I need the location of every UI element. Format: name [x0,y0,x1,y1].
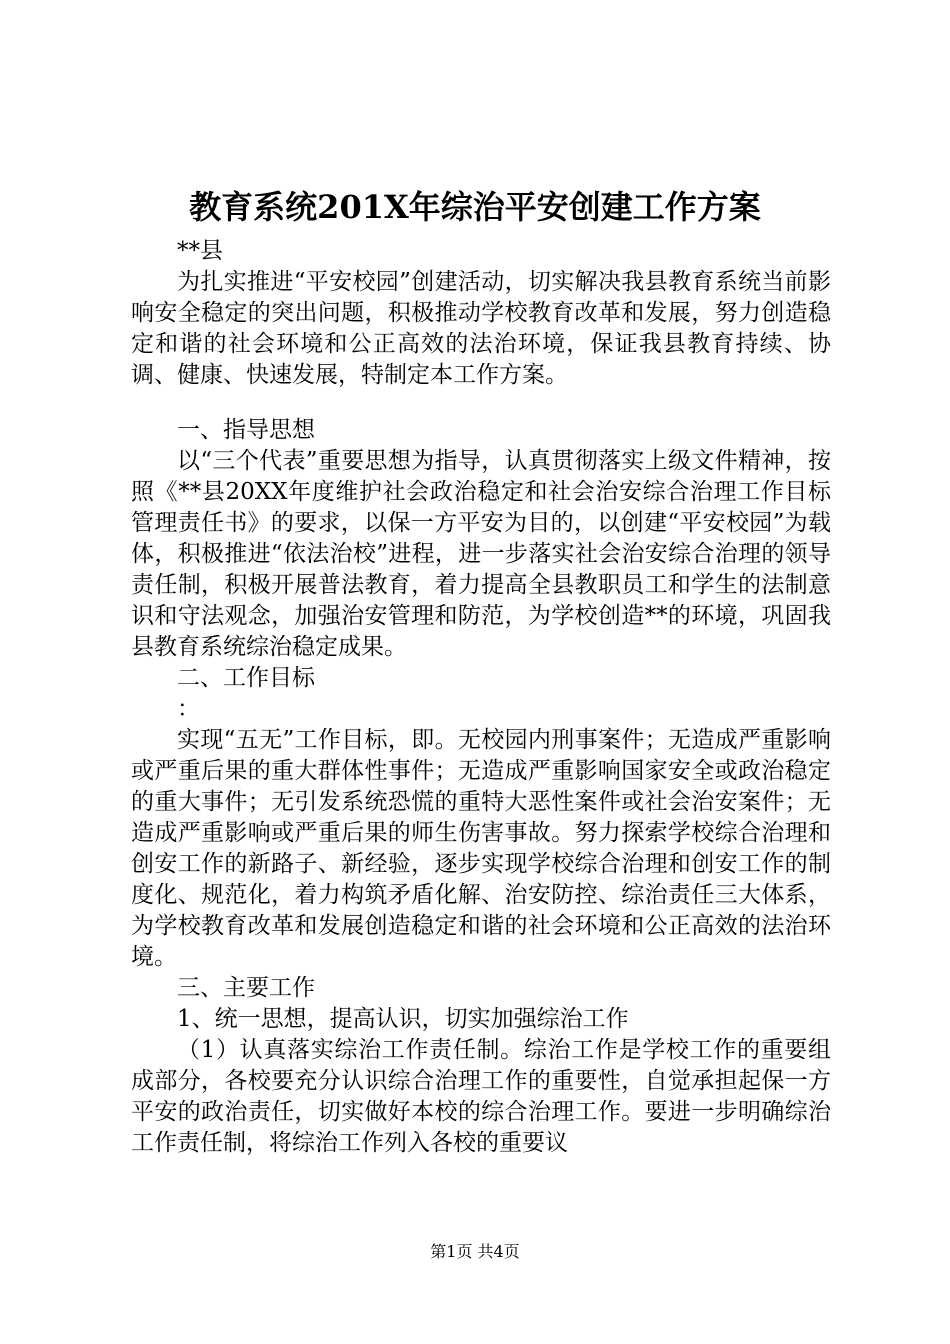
section-heading-main-work: 三、主要工作 [177,975,315,1001]
page-number-footer: 第1页 共4页 [430,1242,520,1261]
guiding-ideology-paragraph: 以“三个代表”重要思想为指导，认真贯彻落实上级文件精神，按照《**县20XX年度维护社会政治稳定和社会治安综合治理工作目标管理责任书》的要求，以保一方平安为目的，以创建“平安校园”为载体，积极推进“依法治校”进程，进一步落实社会治安综合治理的领导责任制，积极开展普法教育，着力提高全县教职员工和学生的法制意识和守法观念，加强治安管理和防范，为学校创造**的环境，巩固我县教育系统综治稳定成果。 [131,448,831,660]
subheading-unify-thinking: 1、统一思想，提高认识，切实加强综治工作 [177,1006,629,1032]
author-line: **县 [177,238,223,264]
section-heading-guiding-ideology: 一、指导思想 [177,417,315,443]
intro-paragraph: 为扎实推进“平安校园”创建活动，切实解决我县教育系统当前影响安全稳定的突出问题，积极推动学校教育改革和发展，努力创造稳定和谐的社会环境和公正高效的法治环境，保证我县教育持续、协调、健康、快速发展，特制定本工作方案。 [131,269,831,388]
colon-line: ： [177,696,200,722]
document-body [131,236,831,1159]
section-heading-work-goals: 二、工作目标 [177,665,315,691]
document-title: 教育系统201X年综治平安创建工作方案 [189,188,761,226]
responsibility-paragraph: （1）认真落实综治工作责任制。综治工作是学校工作的重要组成部分，各校要充分认识综合治理工作的重要性，自觉承担起保一方平安的政治责任，切实做好本校的综合治理工作。要进一步明确综治工作责任制，将综治工作列入各校的重要议 [131,1037,831,1156]
work-goals-paragraph: 实现“五无”工作目标，即。无校园内刑事案件；无造成严重影响或严重后果的重大群体性事件；无造成严重影响国家安全或政治稳定的重大事件；无引发系统恐慌的重特大恶性案件或社会治安案件；无造成严重影响或严重后果的师生伤害事故。努力探索学校综合治理和创安工作的新路子、新经验，逐步实现学校综合治理和创安工作的制度化、规范化，着力构筑矛盾化解、治安防控、综治责任三大体系，为学校教育改革和发展创造稳定和谐的社会环境和公正高效的法治环境。 [131,727,831,970]
